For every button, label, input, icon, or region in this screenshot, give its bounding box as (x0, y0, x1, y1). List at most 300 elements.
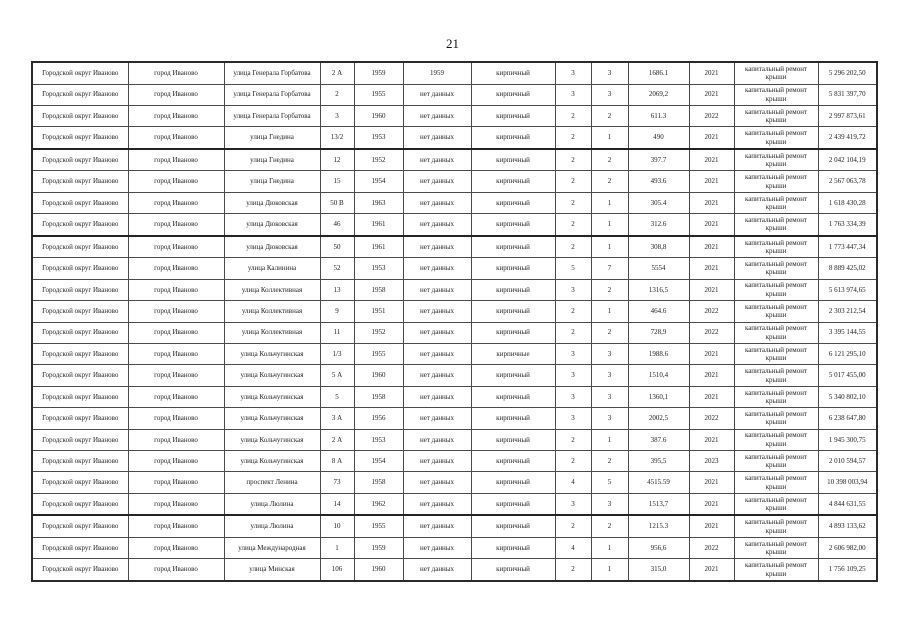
cell-cost: 2 303 212,54 (818, 301, 877, 322)
cell-wall-material: кирпичный (471, 279, 555, 300)
cell-entrances: 2 (591, 279, 628, 300)
cell-repair-year: 2021 (689, 149, 734, 171)
cell-year-built: 1958 (354, 472, 403, 493)
cell-entrances: 3 (591, 343, 628, 364)
cell-cost: 2 042 104,19 (818, 149, 877, 171)
cell-cost: 2 567 063,78 (818, 171, 877, 192)
cell-city: город Иваново (128, 149, 224, 171)
cell-repair-type: капитальный ремонт крыши (734, 236, 818, 258)
cell-entrances: 2 (591, 105, 628, 126)
cell-cost: 4 893 133,62 (818, 515, 877, 537)
cell-wall-material: кирпичный (471, 493, 555, 515)
cell-area: 1988.6 (628, 343, 689, 364)
cell-city: город Иваново (128, 84, 224, 105)
table-row (32, 537, 877, 558)
cell-repair-year: 2022 (689, 301, 734, 322)
cell-entrances: 2 (591, 515, 628, 537)
cell-house-number: 13 (320, 279, 354, 300)
cell-city: город Иваново (128, 62, 224, 84)
cell-area: 1215.3 (628, 515, 689, 537)
cell-entrances: 1 (591, 537, 628, 558)
cell-floors: 4 (555, 537, 591, 558)
cell-cost: 5 831 397,70 (818, 84, 877, 105)
cell-city: город Иваново (128, 236, 224, 258)
cell-floors: 2 (555, 127, 591, 149)
cell-year-built: 1954 (354, 171, 403, 192)
table-body (32, 62, 877, 581)
cell-year-commissioned: нет данных (403, 214, 471, 236)
cell-wall-material: кирпичный (471, 171, 555, 192)
table-row (32, 84, 877, 105)
cell-repair-type: капитальный ремонт крыши (734, 515, 818, 537)
cell-street: улица Кольчугинская (224, 429, 320, 450)
cell-city: город Иваново (128, 343, 224, 364)
cell-repair-year: 2021 (689, 493, 734, 515)
cell-repair-year: 2021 (689, 343, 734, 364)
cell-repair-type: капитальный ремонт крыши (734, 365, 818, 386)
cell-street: улица Гнедина (224, 171, 320, 192)
cell-year-built: 1956 (354, 408, 403, 429)
cell-cost: 1 618 430,28 (818, 192, 877, 213)
cell-repair-type: капитальный ремонт крыши (734, 343, 818, 364)
cell-cost: 2 439 419,72 (818, 127, 877, 149)
cell-year-commissioned: нет данных (403, 343, 471, 364)
cell-repair-year: 2021 (689, 127, 734, 149)
cell-year-built: 1962 (354, 493, 403, 515)
cell-city: город Иваново (128, 429, 224, 450)
cell-entrances: 2 (591, 451, 628, 472)
cell-cost: 1 763 334,39 (818, 214, 877, 236)
cell-repair-type: капитальный ремонт крыши (734, 408, 818, 429)
cell-cost: 8 889 425,02 (818, 258, 877, 279)
cell-year-built: 1960 (354, 365, 403, 386)
cell-repair-type: капитальный ремонт крыши (734, 62, 818, 84)
cell-city: город Иваново (128, 127, 224, 149)
cell-entrances: 1 (591, 127, 628, 149)
cell-area: 395,5 (628, 451, 689, 472)
cell-cost: 5 613 974,65 (818, 279, 877, 300)
cell-entrances: 1 (591, 301, 628, 322)
cell-floors: 5 (555, 258, 591, 279)
cell-area: 315,0 (628, 559, 689, 581)
cell-area: 1513,7 (628, 493, 689, 515)
cell-municipality: Городской округ Иваново (32, 493, 128, 515)
cell-entrances: 1 (591, 214, 628, 236)
cell-house-number: 52 (320, 258, 354, 279)
cell-repair-year: 2021 (689, 84, 734, 105)
cell-municipality: Городской округ Иваново (32, 472, 128, 493)
cell-area: 2002,5 (628, 408, 689, 429)
table-row (32, 493, 877, 515)
cell-city: город Иваново (128, 365, 224, 386)
cell-floors: 2 (555, 105, 591, 126)
cell-house-number: 106 (320, 559, 354, 581)
cell-cost: 2 010 594,57 (818, 451, 877, 472)
cell-floors: 2 (555, 515, 591, 537)
cell-house-number: 11 (320, 322, 354, 343)
cell-entrances: 2 (591, 171, 628, 192)
cell-city: город Иваново (128, 493, 224, 515)
cell-street: улица Генерала Горбатова (224, 105, 320, 126)
cell-house-number: 9 (320, 301, 354, 322)
cell-wall-material: кирпичный (471, 105, 555, 126)
cell-street: улица Дюковская (224, 214, 320, 236)
cell-area: 493.6 (628, 171, 689, 192)
cell-year-commissioned: нет данных (403, 301, 471, 322)
cell-wall-material: кирпичный (471, 258, 555, 279)
cell-street: улица Гнедина (224, 127, 320, 149)
cell-repair-year: 2021 (689, 192, 734, 213)
cell-repair-year: 2021 (689, 559, 734, 581)
cell-street: улица Минская (224, 559, 320, 581)
cell-year-commissioned: нет данных (403, 84, 471, 105)
cell-floors: 3 (555, 493, 591, 515)
cell-cost: 3 395 144,55 (818, 322, 877, 343)
cell-entrances: 3 (591, 408, 628, 429)
cell-repair-year: 2022 (689, 105, 734, 126)
cell-floors: 2 (555, 149, 591, 171)
cell-year-commissioned: нет данных (403, 105, 471, 126)
cell-area: 4515.59 (628, 472, 689, 493)
cell-cost: 6 238 647,80 (818, 408, 877, 429)
cell-city: город Иваново (128, 258, 224, 279)
cell-municipality: Городской округ Иваново (32, 105, 128, 126)
cell-area: 2069,2 (628, 84, 689, 105)
cell-street: улица Кольчугинская (224, 365, 320, 386)
cell-floors: 2 (555, 214, 591, 236)
cell-house-number: 73 (320, 472, 354, 493)
cell-year-built: 1960 (354, 105, 403, 126)
cell-wall-material: кирпичный (471, 214, 555, 236)
cell-wall-material: кирпичный (471, 236, 555, 258)
cell-wall-material: кирпичный (471, 429, 555, 450)
cell-year-commissioned: нет данных (403, 192, 471, 213)
cell-house-number: 3 (320, 105, 354, 126)
cell-street: улица Международная (224, 537, 320, 558)
cell-street: улица Гнедина (224, 149, 320, 171)
cell-entrances: 1 (591, 236, 628, 258)
cell-floors: 3 (555, 343, 591, 364)
table-row (32, 192, 877, 213)
cell-house-number: 12 (320, 149, 354, 171)
cell-house-number: 14 (320, 493, 354, 515)
cell-street: улица Дюковская (224, 192, 320, 213)
cell-cost: 5 017 455,00 (818, 365, 877, 386)
cell-repair-year: 2021 (689, 214, 734, 236)
cell-floors: 2 (555, 451, 591, 472)
cell-repair-year: 2023 (689, 451, 734, 472)
cell-wall-material: кирпичный (471, 451, 555, 472)
cell-municipality: Городской округ Иваново (32, 171, 128, 192)
cell-entrances: 1 (591, 429, 628, 450)
table-row (32, 451, 877, 472)
cell-year-built: 1961 (354, 214, 403, 236)
cell-municipality: Городской округ Иваново (32, 451, 128, 472)
cell-street: улица Люлина (224, 515, 320, 537)
cell-repair-type: капитальный ремонт крыши (734, 451, 818, 472)
table-row (32, 171, 877, 192)
cell-house-number: 46 (320, 214, 354, 236)
cell-house-number: 1/3 (320, 343, 354, 364)
cell-repair-year: 2021 (689, 472, 734, 493)
cell-house-number: 13/2 (320, 127, 354, 149)
cell-repair-type: капитальный ремонт крыши (734, 386, 818, 407)
table-row (32, 472, 877, 493)
cell-repair-year: 2021 (689, 429, 734, 450)
cell-wall-material: кирпичный (471, 322, 555, 343)
cell-area: 305.4 (628, 192, 689, 213)
cell-year-commissioned: нет данных (403, 127, 471, 149)
cell-repair-year: 2022 (689, 408, 734, 429)
cell-area: 611.3 (628, 105, 689, 126)
cell-repair-type: капитальный ремонт крыши (734, 537, 818, 558)
cell-year-built: 1952 (354, 149, 403, 171)
cell-street: улица Кольчугинская (224, 408, 320, 429)
page-number: 21 (446, 36, 459, 51)
cell-house-number: 3 А (320, 408, 354, 429)
cell-wall-material: кирпичный (471, 386, 555, 407)
cell-house-number: 50 (320, 236, 354, 258)
cell-floors: 2 (555, 429, 591, 450)
cell-floors: 2 (555, 322, 591, 343)
cell-municipality: Городской округ Иваново (32, 62, 128, 84)
cell-floors: 2 (555, 559, 591, 581)
cell-year-built: 1958 (354, 386, 403, 407)
cell-street: улица Люлина (224, 493, 320, 515)
cell-wall-material: кирпичный (471, 472, 555, 493)
cell-municipality: Городской округ Иваново (32, 408, 128, 429)
cell-wall-material: кирпичный (471, 559, 555, 581)
cell-cost: 2 997 873,61 (818, 105, 877, 126)
cell-year-built: 1963 (354, 192, 403, 213)
cell-entrances: 5 (591, 472, 628, 493)
cell-year-commissioned: нет данных (403, 386, 471, 407)
cell-municipality: Городской округ Иваново (32, 322, 128, 343)
cell-year-commissioned: нет данных (403, 149, 471, 171)
table-row (32, 429, 877, 450)
cell-wall-material: кирпичные (471, 343, 555, 364)
cell-city: город Иваново (128, 105, 224, 126)
cell-year-commissioned: нет данных (403, 472, 471, 493)
cell-repair-year: 2021 (689, 515, 734, 537)
cell-street: улица Коллективная (224, 322, 320, 343)
cell-repair-type: капитальный ремонт крыши (734, 301, 818, 322)
cell-entrances: 1 (591, 559, 628, 581)
cell-year-commissioned: нет данных (403, 258, 471, 279)
cell-wall-material: кирпичный (471, 408, 555, 429)
cell-area: 1510,4 (628, 365, 689, 386)
repair-program-table (31, 61, 878, 582)
cell-repair-type: капитальный ремонт крыши (734, 472, 818, 493)
cell-wall-material: кирпичный (471, 127, 555, 149)
cell-year-built: 1953 (354, 258, 403, 279)
table-row (32, 343, 877, 364)
cell-year-commissioned: нет данных (403, 559, 471, 581)
table-row (32, 279, 877, 300)
cell-year-built: 1959 (354, 537, 403, 558)
cell-year-built: 1952 (354, 322, 403, 343)
table-row (32, 236, 877, 258)
cell-entrances: 2 (591, 322, 628, 343)
cell-repair-type: капитальный ремонт крыши (734, 429, 818, 450)
cell-municipality: Городской округ Иваново (32, 149, 128, 171)
cell-municipality: Городской округ Иваново (32, 429, 128, 450)
table-row (32, 322, 877, 343)
cell-house-number: 2 А (320, 62, 354, 84)
cell-floors: 2 (555, 301, 591, 322)
cell-cost: 6 121 295,10 (818, 343, 877, 364)
cell-area: 312.6 (628, 214, 689, 236)
cell-entrances: 3 (591, 62, 628, 84)
cell-year-built: 1955 (354, 343, 403, 364)
cell-house-number: 2 А (320, 429, 354, 450)
cell-year-built: 1958 (354, 279, 403, 300)
cell-house-number: 50 В (320, 192, 354, 213)
cell-city: город Иваново (128, 408, 224, 429)
cell-city: город Иваново (128, 559, 224, 581)
cell-entrances: 1 (591, 192, 628, 213)
cell-street: улица Кольчугинская (224, 386, 320, 407)
cell-municipality: Городской округ Иваново (32, 365, 128, 386)
cell-area: 728,9 (628, 322, 689, 343)
cell-floors: 2 (555, 171, 591, 192)
cell-repair-type: капитальный ремонт крыши (734, 84, 818, 105)
cell-year-built: 1960 (354, 559, 403, 581)
cell-street: улица Калинина (224, 258, 320, 279)
cell-repair-year: 2022 (689, 322, 734, 343)
cell-area: 5554 (628, 258, 689, 279)
cell-year-commissioned: нет данных (403, 322, 471, 343)
cell-repair-year: 2021 (689, 62, 734, 84)
cell-city: город Иваново (128, 451, 224, 472)
cell-repair-year: 2021 (689, 386, 734, 407)
cell-cost: 4 844 631,55 (818, 493, 877, 515)
cell-area: 308,8 (628, 236, 689, 258)
cell-wall-material: кирпичный (471, 62, 555, 84)
cell-city: город Иваново (128, 192, 224, 213)
cell-repair-type: капитальный ремонт крыши (734, 322, 818, 343)
cell-year-commissioned: нет данных (403, 171, 471, 192)
cell-street: улица Кольчугинская (224, 343, 320, 364)
cell-house-number: 8 А (320, 451, 354, 472)
cell-city: город Иваново (128, 515, 224, 537)
cell-repair-year: 2021 (689, 258, 734, 279)
cell-year-commissioned: нет данных (403, 451, 471, 472)
cell-floors: 3 (555, 386, 591, 407)
cell-municipality: Городской округ Иваново (32, 386, 128, 407)
cell-city: город Иваново (128, 301, 224, 322)
cell-year-built: 1955 (354, 515, 403, 537)
cell-municipality: Городской округ Иваново (32, 537, 128, 558)
cell-cost: 1 945 300,75 (818, 429, 877, 450)
cell-city: город Иваново (128, 537, 224, 558)
cell-year-built: 1955 (354, 84, 403, 105)
cell-floors: 3 (555, 408, 591, 429)
cell-area: 490 (628, 127, 689, 149)
cell-repair-year: 2021 (689, 279, 734, 300)
cell-repair-type: капитальный ремонт крыши (734, 214, 818, 236)
cell-floors: 2 (555, 236, 591, 258)
cell-wall-material: кирпичный (471, 515, 555, 537)
cell-city: город Иваново (128, 472, 224, 493)
cell-year-built: 1953 (354, 127, 403, 149)
cell-floors: 4 (555, 472, 591, 493)
cell-house-number: 2 (320, 84, 354, 105)
cell-repair-type: капитальный ремонт крыши (734, 127, 818, 149)
cell-year-built: 1959 (354, 62, 403, 84)
cell-municipality: Городской округ Иваново (32, 258, 128, 279)
cell-area: 1686.1 (628, 62, 689, 84)
cell-repair-type: капитальный ремонт крыши (734, 171, 818, 192)
cell-floors: 2 (555, 192, 591, 213)
cell-house-number: 5 А (320, 365, 354, 386)
cell-wall-material: кирпичный (471, 149, 555, 171)
cell-entrances: 7 (591, 258, 628, 279)
cell-street: улица Генерала Горбатова (224, 84, 320, 105)
table-row (32, 258, 877, 279)
cell-repair-type: капитальный ремонт крыши (734, 258, 818, 279)
cell-municipality: Городской округ Иваново (32, 301, 128, 322)
cell-municipality: Городской округ Иваново (32, 127, 128, 149)
cell-year-commissioned: нет данных (403, 365, 471, 386)
table-row (32, 559, 877, 581)
cell-street: проспект Ленина (224, 472, 320, 493)
cell-area: 387.6 (628, 429, 689, 450)
cell-year-commissioned: нет данных (403, 429, 471, 450)
cell-repair-type: капитальный ремонт крыши (734, 493, 818, 515)
cell-entrances: 2 (591, 149, 628, 171)
table-row (32, 408, 877, 429)
cell-year-built: 1954 (354, 451, 403, 472)
cell-repair-year: 2021 (689, 236, 734, 258)
cell-repair-year: 2021 (689, 171, 734, 192)
table-row (32, 365, 877, 386)
cell-municipality: Городской округ Иваново (32, 192, 128, 213)
table-row (32, 127, 877, 149)
cell-cost: 1 773 447,34 (818, 236, 877, 258)
cell-repair-type: капитальный ремонт крыши (734, 559, 818, 581)
cell-entrances: 3 (591, 84, 628, 105)
cell-wall-material: кирпичный (471, 301, 555, 322)
cell-municipality: Городской округ Иваново (32, 343, 128, 364)
cell-floors: 3 (555, 62, 591, 84)
cell-year-commissioned: нет данных (403, 236, 471, 258)
table-row (32, 105, 877, 126)
cell-repair-type: капитальный ремонт крыши (734, 105, 818, 126)
cell-repair-year: 2022 (689, 537, 734, 558)
cell-wall-material: кирпичный (471, 365, 555, 386)
cell-floors: 3 (555, 279, 591, 300)
cell-house-number: 1 (320, 537, 354, 558)
cell-street: улица Генерала Горбатова (224, 62, 320, 84)
cell-cost: 5 340 802,10 (818, 386, 877, 407)
cell-street: улица Дюковская (224, 236, 320, 258)
cell-year-built: 1961 (354, 236, 403, 258)
cell-entrances: 3 (591, 365, 628, 386)
cell-area: 464.6 (628, 301, 689, 322)
cell-wall-material: кирпичный (471, 84, 555, 105)
cell-year-commissioned: нет данных (403, 408, 471, 429)
cell-municipality: Городской округ Иваново (32, 214, 128, 236)
cell-municipality: Городской округ Иваново (32, 515, 128, 537)
cell-year-commissioned: нет данных (403, 515, 471, 537)
cell-repair-type: капитальный ремонт крыши (734, 279, 818, 300)
cell-house-number: 15 (320, 171, 354, 192)
cell-municipality: Городской округ Иваново (32, 84, 128, 105)
cell-year-commissioned: нет данных (403, 537, 471, 558)
cell-city: город Иваново (128, 322, 224, 343)
cell-repair-type: капитальный ремонт крыши (734, 149, 818, 171)
